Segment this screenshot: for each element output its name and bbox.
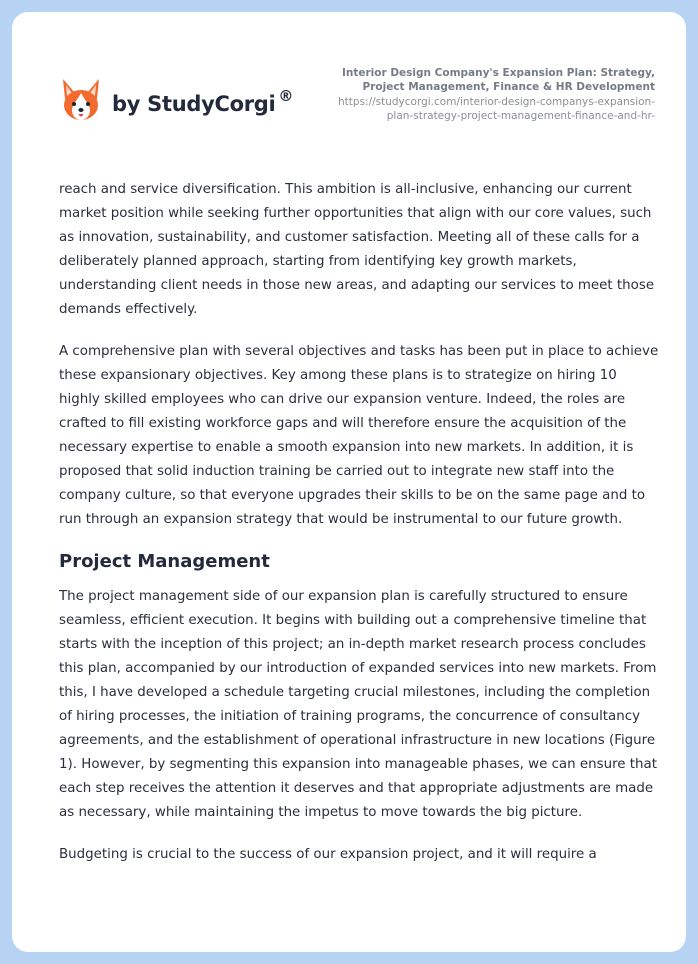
page-header <box>12 12 686 152</box>
studycorgi-logo[interactable] <box>60 76 293 124</box>
document-page <box>12 12 686 952</box>
paragraph: A comprehensive plan with several objectives and tasks has been put in place to achieve these expansionary objectives. Key among these plans is to strategize on hiring 10 highly skilled employees who can drive our expansion venture. Indeed, the roles are crafted to fill existing workforce gaps and will therefore ensure the acquisition of the necessary expertise to enable a smooth expansion into new markets. In addition, it is proposed that solid induction training be carried out to integrate new staff into the company culture, so that everyone upgrades their skills to be on the same page and to run through an expansion strategy that would be instrumental to our future growth. <box>59 344 659 527</box>
corgi-logo-icon <box>60 77 102 123</box>
paragraph: reach and service diversification. This ambition is all-inclusive, enhancing our current market position while seeking further opportunities that align with our core values, such as innovation, sustainability, and customer satisfaction. Meeting all of these calls for a deliberately planned approach, starting from identifying key growth markets, understanding client needs in those new areas, and adapting our services to meet those demands effectively. <box>59 182 655 317</box>
document-url[interactable]: https://studycorgi.com/interior-design-companys-expansion-plan-strategy-project-management-finance-and-hr- <box>338 96 655 122</box>
section-heading: Project Management <box>59 551 270 572</box>
document-meta <box>315 66 655 123</box>
document-body <box>59 178 659 885</box>
paragraph: The project management side of our expansion plan is carefully structured to ensure seamless, efficient execution. It begins with building out a comprehensive timeline that starts with the inception of this project; an in-depth market research process concludes this plan, accompanied by our introduction of expanded services into new markets. From this, I have developed a schedule targeting crucial milestones, including the completion of hiring processes, the initiation of training programs, the concurrence of consultancy agreements, and the establishment of operational infrastructure in new locations (Figure 1). However, by segmenting this expansion into manageable phases, we can ensure that each step receives the attention it deserves and that appropriate adjustments are made as necessary, while maintaining the impetus to move towards the big picture. <box>59 589 657 820</box>
brand-name: by StudyCorgi ® <box>112 87 294 116</box>
registered-mark: ® <box>278 87 294 105</box>
paragraph: Budgeting is crucial to the success of our expansion project, and it will require a <box>59 847 597 862</box>
document-title: Interior Design Company's Expansion Plan: Strategy, Project Management, Finance & HR Development <box>341 67 655 93</box>
